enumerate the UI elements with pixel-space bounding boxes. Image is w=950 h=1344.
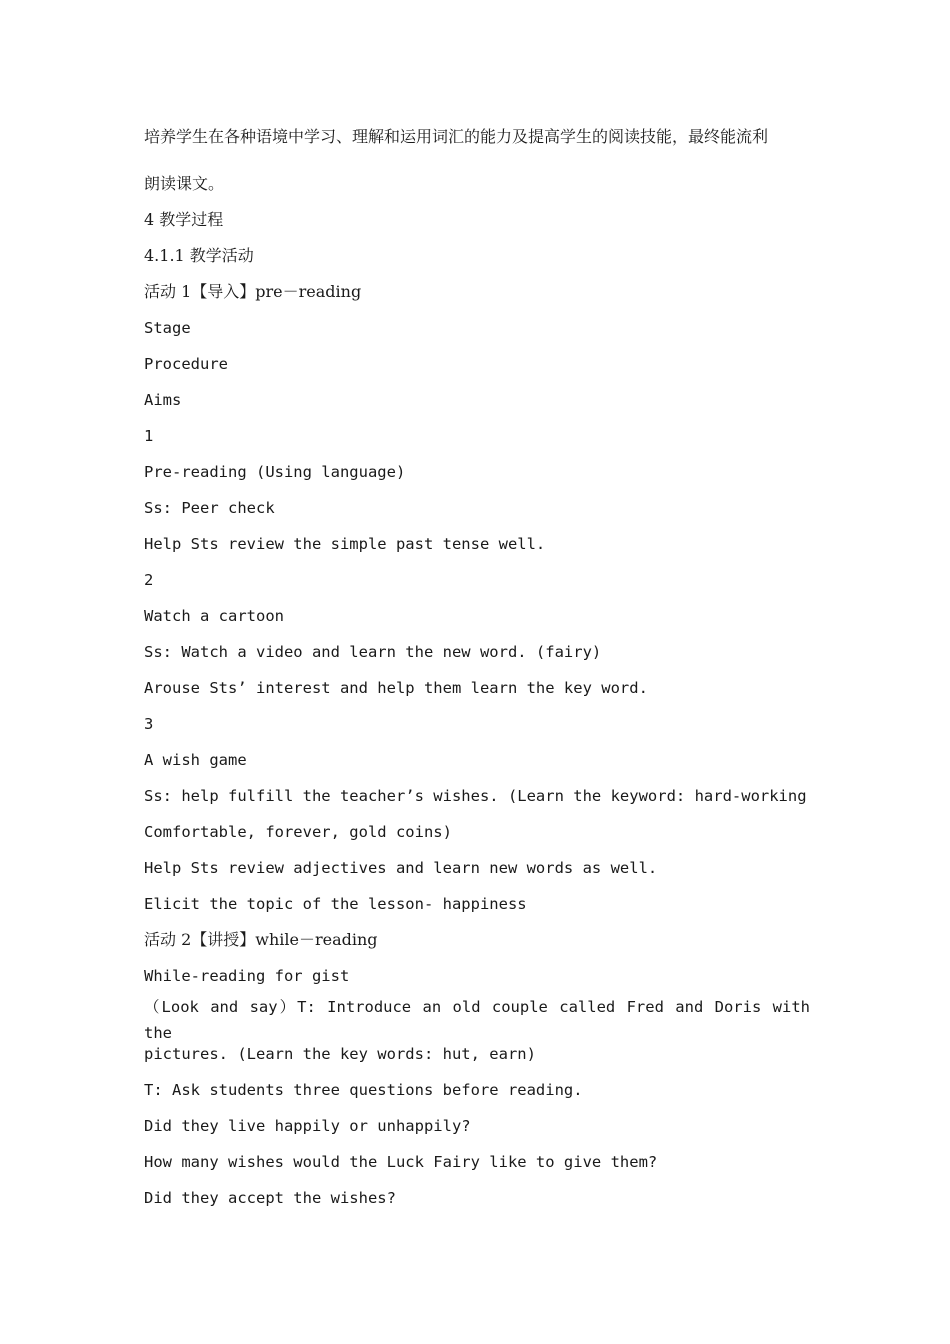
step-aim: Arouse Sts’ interest and help them learn the key word. [144,679,648,697]
step-stage: Pre-reading (Using language) [144,463,406,481]
document-page [144,124,810,1216]
step-stage: Watch a cartoon [144,607,284,625]
question-line: How many wishes would the Luck Fairy like to give them? [144,1153,658,1171]
step-number: 2 [144,571,154,589]
step-procedure-continued: pictures. (Learn the key words: hut, earn) [144,1045,536,1063]
step-procedure: T: Ask students three questions before reading. [144,1081,583,1099]
step-stage: A wish game [144,751,247,769]
paragraph-line: 培养学生在各种语境中学习、理解和运用词汇的能力及提高学生的阅读技能，最终能流利 [144,127,769,146]
step-procedure: Ss: Watch a video and learn the new word. (fairy) [144,643,602,661]
question-line: Did they live happily or unhappily? [144,1117,471,1135]
column-label-stage: Stage [144,319,191,337]
step-aim: Help Sts review the simple past tense well. [144,535,546,553]
question-line: Did they accept the wishes? [144,1189,396,1207]
subsection-heading: 4.1.1 教学活动 [144,246,254,265]
section-heading: 4 教学过程 [144,210,224,229]
paragraph-line: 朗读课文。 [144,174,225,193]
step-procedure-continued: Comfortable, forever, gold coins) [144,823,452,841]
step-procedure: （Look and say）T: Introduce an old couple called Fred and Doris with the [144,998,810,1042]
step-procedure: Ss: Peer check [144,499,275,517]
step-aim: Help Sts review adjectives and learn new words as well. [144,859,658,877]
activity-heading: 活动 1【导入】pre－reading [144,282,362,301]
step-stage: While-reading for gist [144,967,350,985]
step-procedure: Ss: help fulfill the teacher’s wishes. (Learn the keyword: hard-working [144,787,807,805]
column-label-procedure: Procedure [144,355,228,373]
step-number: 3 [144,715,154,733]
step-number: 1 [144,427,154,445]
activity-heading: 活动 2【讲授】while－reading [144,930,378,949]
column-label-aims: Aims [144,391,182,409]
step-aim-continued: Elicit the topic of the lesson- happiness [144,895,527,913]
